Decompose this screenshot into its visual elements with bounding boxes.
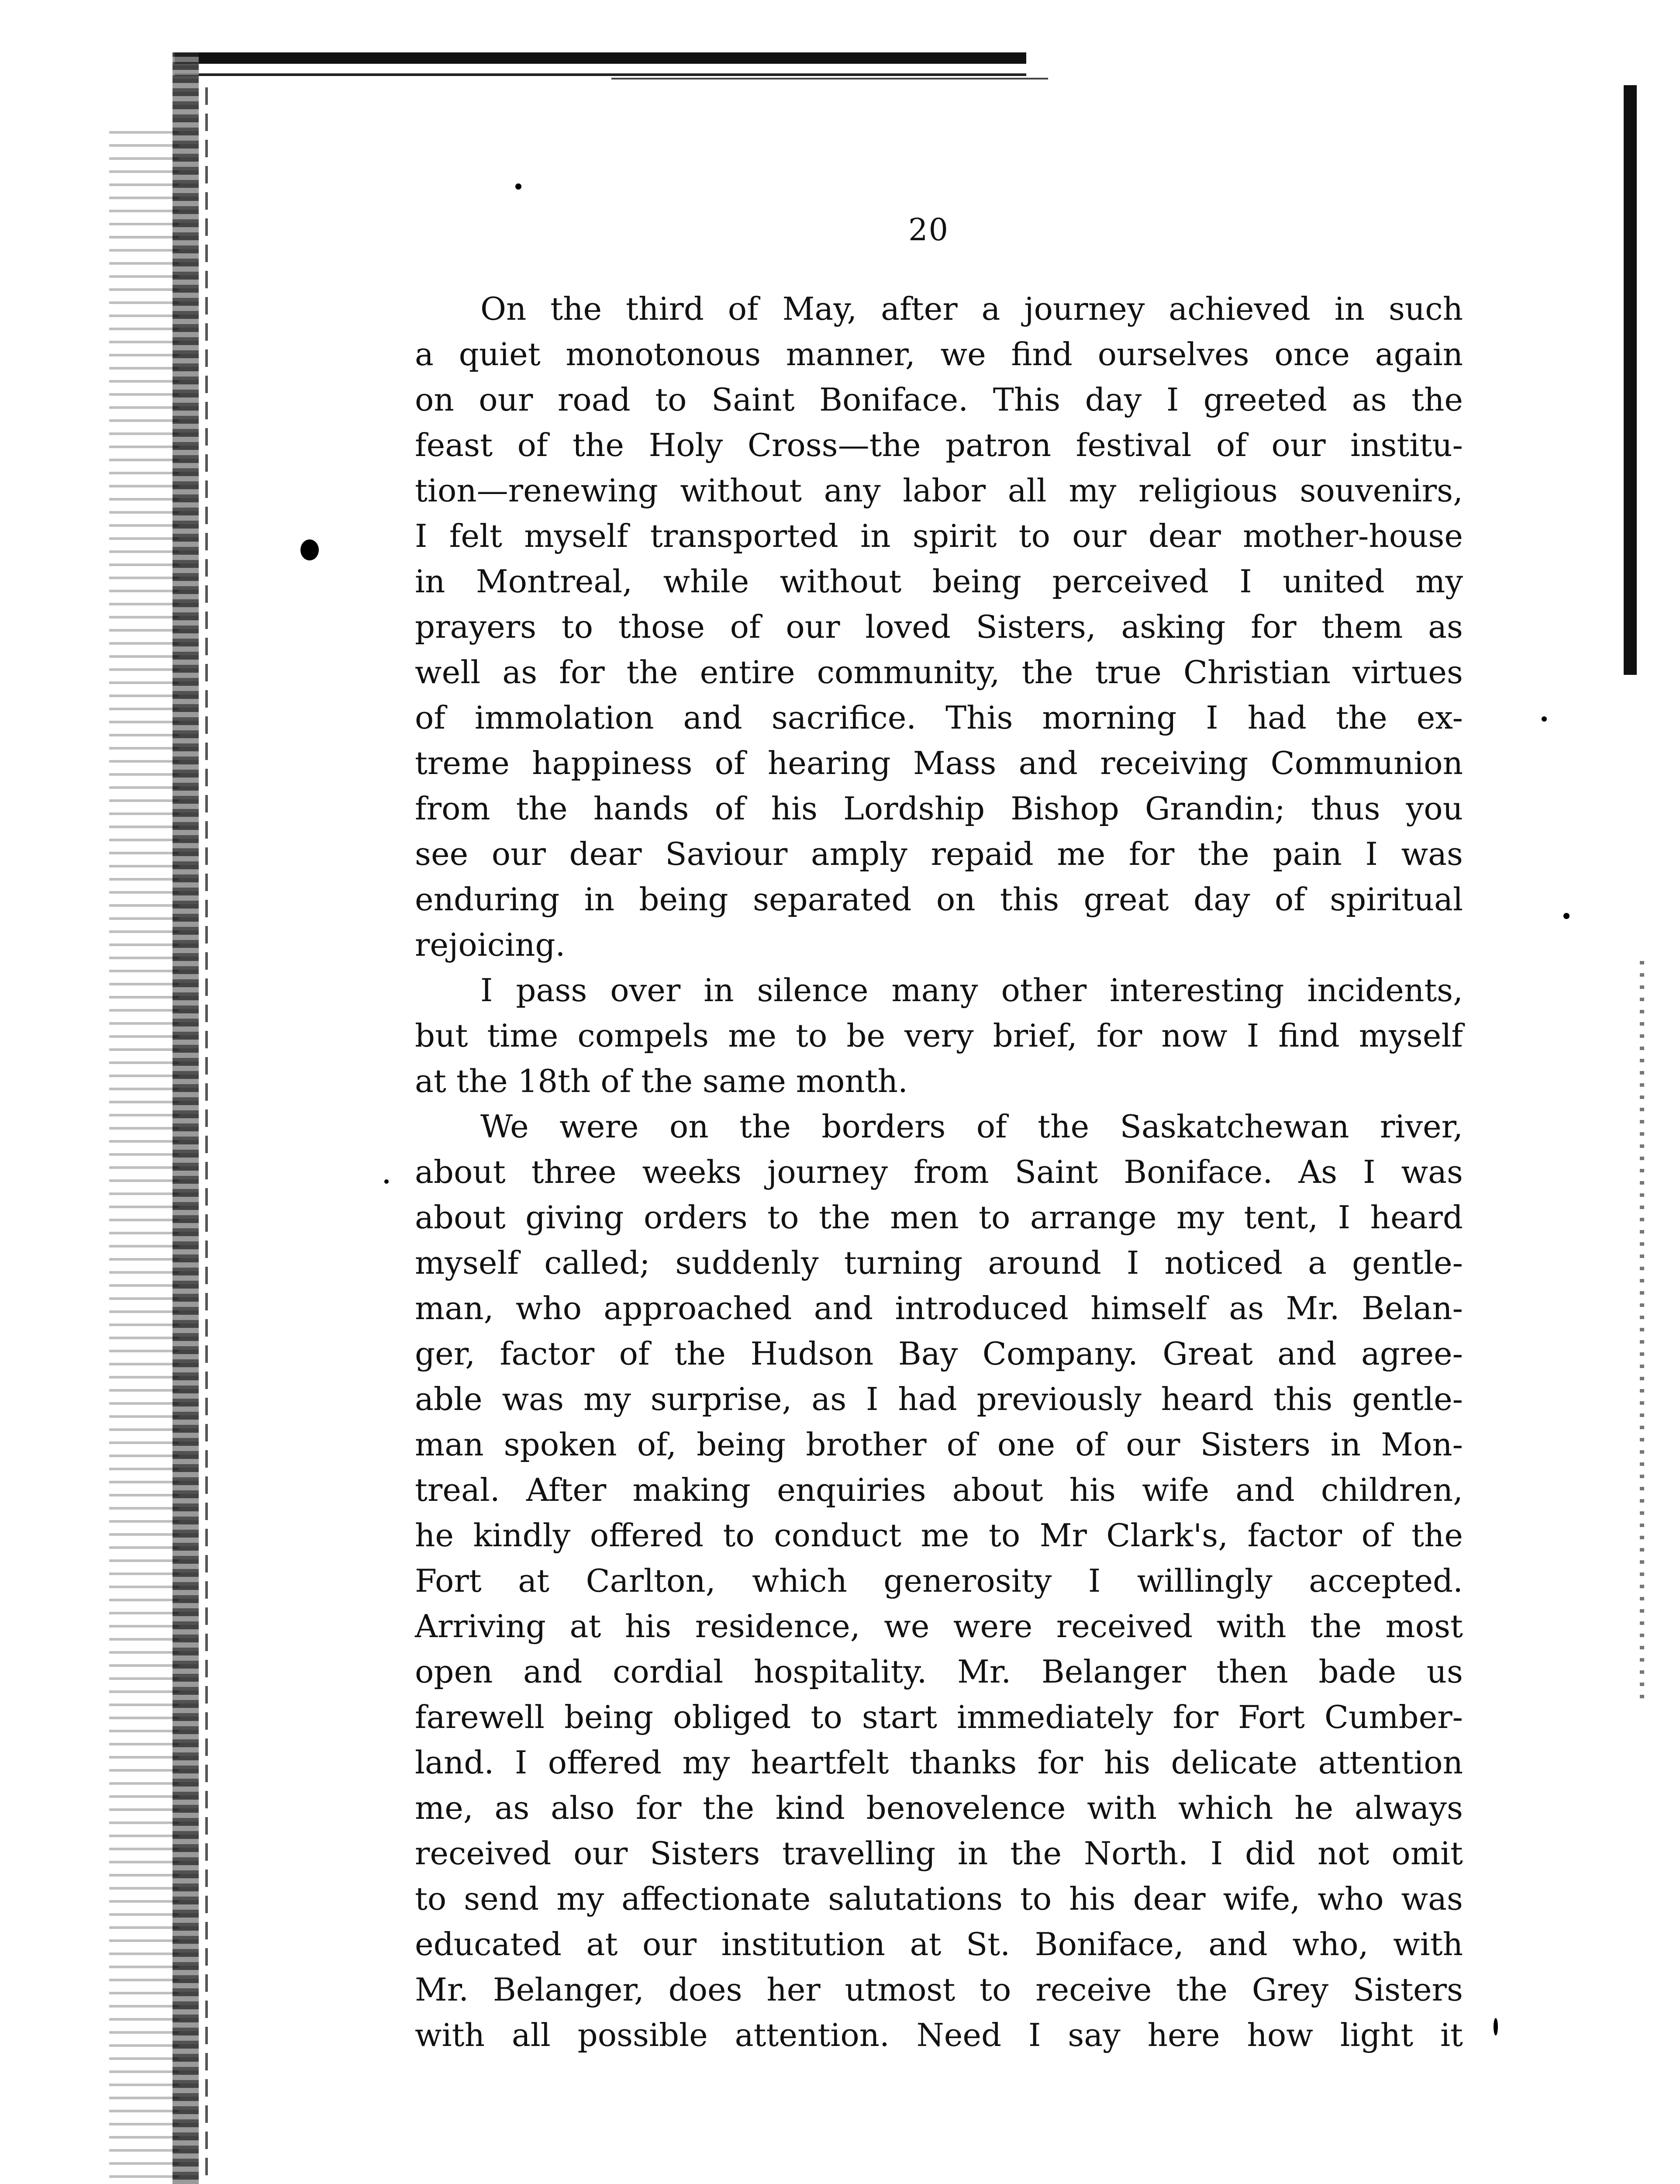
scan-border-top-thin-2 — [611, 78, 1048, 79]
body-text — [415, 286, 1463, 2058]
text-line: at the 18th of the same month. — [415, 1063, 908, 1099]
text-line: On the third of May, after a journey achieved in such — [480, 290, 1463, 327]
text-line: I pass over in silence many other interesting incidents, — [480, 972, 1463, 1009]
scan-edge-right-dots — [1640, 961, 1644, 1704]
text-line: man, who approached and introduced himself as Mr. Belan- — [415, 1290, 1463, 1327]
page-number: 20 — [908, 212, 949, 248]
text-line: prayers to those of our loved Sisters, asking for them as — [415, 608, 1463, 645]
text-line: feast of the Holy Cross—the patron festival of our institu- — [415, 427, 1463, 463]
text-line: tion—renewing without any labor all my religious souvenirs, — [415, 472, 1463, 509]
text-line: rejoicing. — [415, 926, 566, 963]
text-line: received our Sisters travelling in the North. I did not omit — [415, 1835, 1463, 1872]
text-line: enduring in being separated on this great day of spiritual — [415, 881, 1463, 918]
text-line: from the hands of his Lordship Bishop Grandin; thus you — [415, 790, 1463, 827]
ink-speck — [1542, 716, 1547, 722]
text-line: I felt myself transported in spirit to our dear mother-house — [415, 518, 1463, 554]
scan-edge-right — [1624, 85, 1637, 675]
scan-border-top-thin — [175, 73, 1026, 76]
scan-border-top — [175, 52, 1026, 64]
text-line: but time compels me to be very brief, for now I find myself — [415, 1017, 1463, 1054]
text-line: with all possible attention. Need I say here how light it — [415, 2017, 1463, 2053]
text-line: educated at our institution at St. Boniface, and who, with — [415, 1926, 1463, 1963]
text-line: treal. After making enquiries about his wife and children, — [415, 1472, 1463, 1508]
text-line: see our dear Saviour amply repaid me for the pain I was — [415, 836, 1463, 872]
text-line: man spoken of, being brother of one of our Sisters in Mon- — [415, 1426, 1463, 1463]
ink-speck — [384, 1179, 389, 1184]
ink-speck — [1563, 913, 1570, 919]
text-line: Arriving at his residence, we were received with the most — [415, 1608, 1463, 1645]
scan-border-left-thin — [205, 87, 208, 2184]
ink-speck — [515, 183, 521, 190]
text-line: about giving orders to the men to arrange my tent, I heard — [415, 1199, 1463, 1236]
text-line: Fort at Carlton, which generosity I willingly accepted. — [415, 1562, 1463, 1599]
text-line: We were on the borders of the Saskatchewan river, — [480, 1108, 1463, 1145]
text-line: a quiet monotonous manner, we find ourselves once again — [415, 336, 1463, 373]
text-line: myself called; suddenly turning around I noticed a gentle- — [415, 1244, 1463, 1281]
text-line: on our road to Saint Boniface. This day I greeted as the — [415, 381, 1463, 418]
scan-gutter-noise — [109, 131, 179, 2184]
text-line: treme happiness of hearing Mass and receiving Communion — [415, 745, 1463, 781]
text-line: he kindly offered to conduct me to Mr Clark's, factor of the — [415, 1517, 1463, 1554]
text-line: of immolation and sacrifice. This morning I had the ex- — [415, 699, 1463, 736]
ink-speck — [1494, 2018, 1498, 2035]
text-line: Mr. Belanger, does her utmost to receive the Grey Sisters — [415, 1971, 1463, 2008]
text-line: in Montreal, while without being perceived I united my — [415, 563, 1463, 600]
text-line: land. I offered my heartfelt thanks for his delicate attention — [415, 1744, 1463, 1781]
text-line: to send my affectionate salutations to his dear wife, who was — [415, 1880, 1463, 1917]
text-line: well as for the entire community, the true Christian virtues — [415, 654, 1463, 691]
text-line: about three weeks journey from Saint Boniface. As I was — [415, 1154, 1463, 1190]
text-line: farewell being obliged to start immediately for Fort Cumber- — [415, 1699, 1463, 1735]
text-line: ger, factor of the Hudson Bay Company. Great and agree- — [415, 1335, 1463, 1372]
text-line: able was my surprise, as I had previously heard this gentle- — [415, 1381, 1463, 1417]
ink-blot-mark — [300, 539, 319, 560]
text-line: me, as also for the kind benovelence with which he always — [415, 1790, 1463, 1826]
text-line: open and cordial hospitality. Mr. Belanger then bade us — [415, 1653, 1463, 1690]
